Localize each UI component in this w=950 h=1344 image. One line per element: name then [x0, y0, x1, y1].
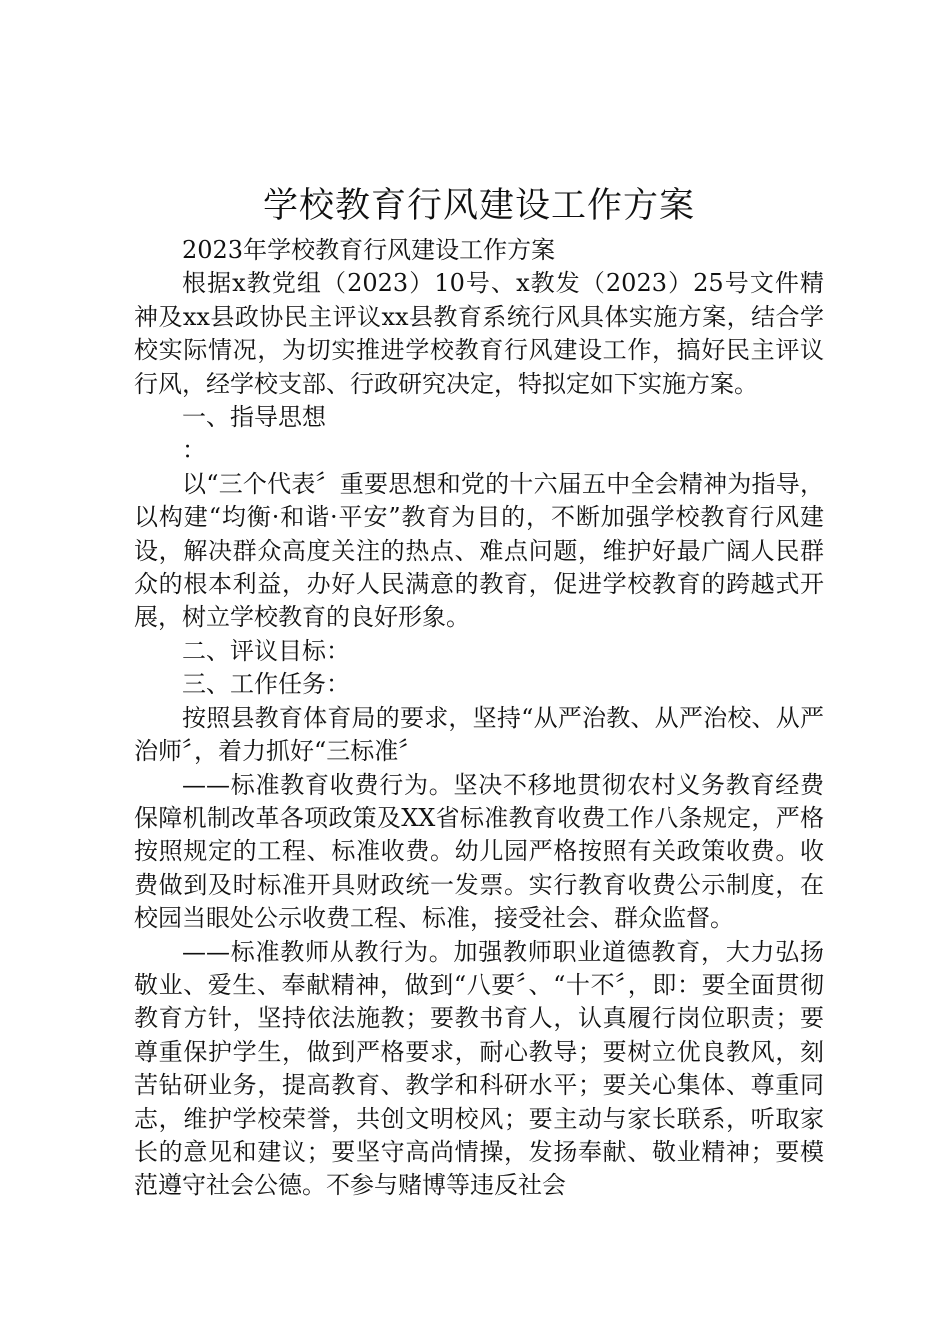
paragraph-subtitle: 2023年学校教育行风建设工作方案	[182, 236, 556, 264]
paragraph-fee-standard: ——标准教育收费行为。坚决不移地贯彻农村义务教育经费保障机制改革各项政策及XX省标准教育收费工作八条规定，严格按照规定的工程、标准收费。幼儿园严格按照有关政策收费。收费做到及时标准开具财政统一发票。实行教育收费公示制度，在校园当眼处公示收费工程、标准，接受社会、群众监督。	[134, 770, 824, 933]
paragraph-intro: 根据x教党组（2023）10号、x教发（2023）25号文件精神及xx县政协民主评议xx县教育系统行风具体实施方案，结合学校实际情况，为切实推进学校教育行风建设工作，搞好民主评议行风，经学校支部、行政研究决定，特拟定如下实施方案。	[134, 269, 824, 398]
heading-guiding-ideology: 一、指导思想	[182, 403, 326, 432]
document-page	[134, 178, 824, 1203]
paragraph-colon: ：	[182, 436, 206, 465]
paragraph-work-tasks: 按照县教育体育局的要求，坚持“从严治教、从严治校、从严治师〞，着力抓好“三标准〞	[134, 703, 824, 766]
paragraph-teacher-standard: ——标准教师从教行为。加强教师职业道德教育，大力弘扬敬业、爱生、奉献精神，做到“八要〞、“十不〞，即：要全面贯彻教育方针，坚持依法施教；要教书育人，认真履行岗位职责；要尊重保护学生，做到严格要求，耐心教导；要树立优良教风，刻苦钻研业务，提高教育、教学和科研水平；要关心集体、尊重同志，维护学校荣誉，共创文明校风；要主动与家长联系，听取家长的意见和建议；要坚守高尚情操，发扬奉献、敬业精神；要模范遵守社会公德。不参与赌博等违反社会	[134, 937, 824, 1200]
paragraph-guiding-ideology: 以“三个代表〞重要思想和党的十六届五中全会精神为指导，以构建“均衡·和谐·平安”教育为目的，不断加强学校教育行风建设，解决群众高度关注的热点、难点问题，维护好最广阔人民群众的根本利益，办好人民满意的教育，促进学校教育的跨越式开展，树立学校教育的良好形象。	[134, 469, 824, 632]
document-title: 学校教育行风建设工作方案	[262, 186, 695, 226]
heading-work-tasks: 三、工作任务：	[182, 670, 350, 699]
heading-evaluation-goals: 二、评议目标：	[182, 636, 350, 665]
